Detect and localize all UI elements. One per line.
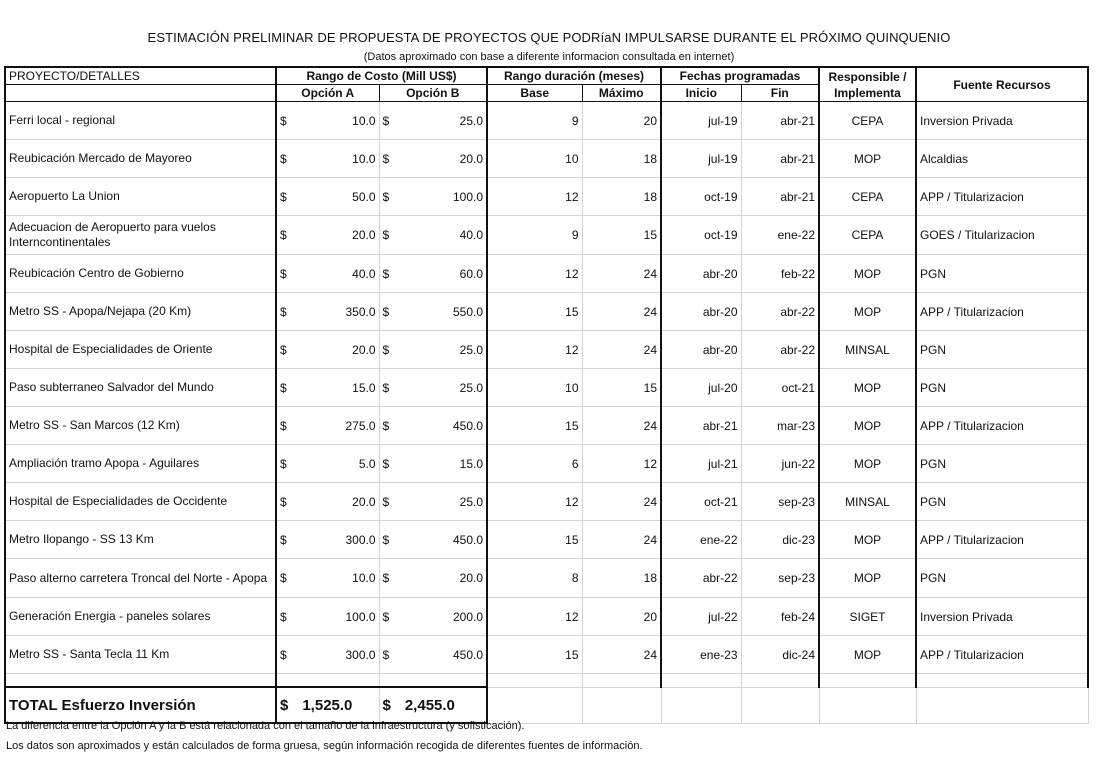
- table-row: [5, 559, 1088, 598]
- empty-cell: [819, 674, 916, 688]
- cost-option-b: [379, 483, 487, 521]
- funding-source: PGN: [916, 255, 1088, 293]
- date-start: jul-20: [661, 369, 741, 407]
- date-end: sep-23: [741, 483, 819, 521]
- duration-max: 24: [582, 636, 661, 674]
- project-name: Aeropuerto La Union: [5, 178, 276, 216]
- date-start: abr-20: [661, 331, 741, 369]
- funding-source: Alcaldias: [916, 140, 1088, 178]
- cost-option-a-value: 20.0: [352, 228, 376, 242]
- duration-max: 15: [582, 216, 661, 255]
- duration-max: 24: [582, 255, 661, 293]
- duration-max: 18: [582, 140, 661, 178]
- header-fuente: Fuente Recursos: [916, 67, 1088, 102]
- cost-option-b: [379, 369, 487, 407]
- funding-source: GOES / Titularizacion: [916, 216, 1088, 255]
- cost-option-b: [379, 331, 487, 369]
- cost-option-a-value: 5.0: [358, 456, 376, 471]
- responsible: MOP: [819, 445, 916, 483]
- funding-source: APP / Titularizacion: [916, 636, 1088, 674]
- table-row: [5, 483, 1088, 521]
- projects-table: [4, 66, 1089, 724]
- duration-base: 15: [487, 521, 582, 559]
- empty-cell: [916, 674, 1088, 688]
- cost-option-b: [379, 178, 487, 216]
- empty-cell: [661, 674, 741, 688]
- header-proyecto-sub: [5, 85, 276, 102]
- empty-cell: [916, 687, 1088, 723]
- empty-cell: [5, 674, 276, 688]
- currency-symbol: $: [280, 380, 287, 395]
- duration-base: 6: [487, 445, 582, 483]
- table-row: [5, 331, 1088, 369]
- duration-base: 8: [487, 559, 582, 598]
- cost-option-b: [379, 140, 487, 178]
- date-start: oct-19: [661, 178, 741, 216]
- cost-option-a: [276, 636, 379, 674]
- currency-symbol: $: [382, 647, 390, 662]
- cost-option-b-value: 200.0: [452, 609, 483, 624]
- currency-symbol: $: [280, 494, 287, 509]
- currency-symbol: $: [280, 113, 287, 128]
- project-name: Metro Ilopango - SS 13 Km: [5, 521, 276, 559]
- header-opcion-a: Opción A: [276, 85, 379, 102]
- cost-option-a: [276, 483, 379, 521]
- header-fechas: Fechas programadas: [661, 67, 819, 85]
- responsible: CEPA: [819, 178, 916, 216]
- currency-symbol: $: [280, 266, 287, 281]
- duration-base: 15: [487, 636, 582, 674]
- cost-option-a-value: 100.0: [345, 609, 376, 624]
- cost-option-a-value: 10.0: [352, 571, 376, 585]
- header-proyecto: PROYECTO/DETALLES: [5, 67, 276, 85]
- table-row: [5, 445, 1088, 483]
- date-end: dic-24: [741, 636, 819, 674]
- project-name: Reubicación Centro de Gobierno: [5, 255, 276, 293]
- date-end: abr-22: [741, 331, 819, 369]
- date-start: jul-22: [661, 598, 741, 636]
- cost-option-a: [276, 598, 379, 636]
- project-name: Hospital de Especialidades de Occidente: [5, 483, 276, 521]
- date-start: jul-19: [661, 140, 741, 178]
- table-row: [5, 636, 1088, 674]
- project-name: Metro SS - San Marcos (12 Km): [5, 407, 276, 445]
- currency-symbol: $: [280, 189, 287, 204]
- cost-option-a-value: 50.0: [352, 189, 376, 204]
- cost-option-b-value: 25.0: [459, 342, 483, 357]
- table-row: [5, 293, 1088, 331]
- duration-base: 12: [487, 483, 582, 521]
- currency-symbol: $: [280, 532, 287, 547]
- cost-option-b: [379, 521, 487, 559]
- duration-base: 12: [487, 255, 582, 293]
- total-option-b-value: 2,455.0: [404, 696, 455, 714]
- date-start: ene-23: [661, 636, 741, 674]
- table-row: [5, 140, 1088, 178]
- empty-cell: [582, 687, 661, 723]
- duration-max: 24: [582, 407, 661, 445]
- project-name: Reubicación Mercado de Mayoreo: [5, 140, 276, 178]
- currency-symbol: $: [280, 342, 287, 357]
- cost-option-b: [379, 255, 487, 293]
- cost-option-b-value: 20.0: [459, 571, 483, 585]
- date-start: jul-21: [661, 445, 741, 483]
- date-start: abr-21: [661, 407, 741, 445]
- responsible: MOP: [819, 559, 916, 598]
- cost-option-b: [379, 636, 487, 674]
- date-end: mar-23: [741, 407, 819, 445]
- total-option-b: [379, 687, 487, 723]
- table-row: [5, 255, 1088, 293]
- date-end: abr-22: [741, 293, 819, 331]
- currency-symbol: $: [382, 189, 390, 204]
- cost-option-a: [276, 293, 379, 331]
- cost-option-b-value: 15.0: [459, 456, 483, 471]
- duration-max: 18: [582, 559, 661, 598]
- currency-symbol: $: [382, 494, 390, 509]
- date-end: abr-21: [741, 102, 819, 140]
- project-name: Metro SS - Santa Tecla 11 Km: [5, 636, 276, 674]
- cost-option-b: [379, 407, 487, 445]
- cost-option-a: [276, 521, 379, 559]
- currency-symbol: $: [280, 151, 287, 166]
- total-option-a-value: 1,525.0: [302, 696, 353, 714]
- table-row: [5, 102, 1088, 140]
- date-start: ene-22: [661, 521, 741, 559]
- cost-option-b-value: 450.0: [452, 647, 483, 662]
- date-end: sep-23: [741, 559, 819, 598]
- duration-base: 9: [487, 102, 582, 140]
- currency-symbol: $: [382, 418, 390, 433]
- table-row: [5, 216, 1088, 255]
- currency-symbol: $: [280, 571, 287, 585]
- responsible: CEPA: [819, 102, 916, 140]
- currency-symbol: $: [382, 266, 390, 281]
- currency-symbol: $: [382, 456, 390, 471]
- note-1: La diferencia entre la Opción A y la B está relacionada con el tamaño de la infraestructura (y sofisticación).: [6, 720, 525, 732]
- cost-option-b-value: 100.0: [452, 189, 483, 204]
- funding-source: PGN: [916, 445, 1088, 483]
- project-name: Metro SS - Apopa/Nejapa (20 Km): [5, 293, 276, 331]
- duration-max: 15: [582, 369, 661, 407]
- duration-max: 20: [582, 102, 661, 140]
- cost-option-a: [276, 216, 379, 255]
- funding-source: Inversion Privada: [916, 102, 1088, 140]
- responsible: MOP: [819, 636, 916, 674]
- cost-option-b-value: 25.0: [459, 494, 483, 509]
- cost-option-b-value: 25.0: [459, 113, 483, 128]
- responsible: MOP: [819, 407, 916, 445]
- duration-max: 20: [582, 598, 661, 636]
- currency-symbol: $: [280, 418, 287, 433]
- responsible: SIGET: [819, 598, 916, 636]
- duration-base: 10: [487, 369, 582, 407]
- cost-option-b: [379, 102, 487, 140]
- cost-option-b: [379, 559, 487, 598]
- funding-source: APP / Titularizacion: [916, 293, 1088, 331]
- duration-max: 24: [582, 293, 661, 331]
- table-row: [5, 178, 1088, 216]
- cost-option-a-value: 20.0: [352, 342, 376, 357]
- empty-cell: [487, 674, 582, 688]
- duration-base: 9: [487, 216, 582, 255]
- date-start: abr-22: [661, 559, 741, 598]
- date-end: ene-22: [741, 216, 819, 255]
- cost-option-b: [379, 216, 487, 255]
- cost-option-a-value: 40.0: [352, 266, 376, 281]
- total-label: TOTAL Esfuerzo Inversión: [5, 687, 276, 723]
- project-name: Generación Energia - paneles solares: [5, 598, 276, 636]
- project-name: Ampliación tramo Apopa - Aguilares: [5, 445, 276, 483]
- cost-option-a-value: 15.0: [352, 380, 376, 395]
- cost-option-a: [276, 445, 379, 483]
- funding-source: PGN: [916, 369, 1088, 407]
- empty-cell: [582, 674, 661, 688]
- table-row: [5, 407, 1088, 445]
- cost-option-a-value: 20.0: [352, 494, 376, 509]
- empty-cell: [276, 674, 379, 688]
- currency-symbol: $: [280, 304, 287, 319]
- date-start: abr-20: [661, 255, 741, 293]
- empty-cell: [487, 687, 582, 723]
- cost-option-b-value: 60.0: [459, 266, 483, 281]
- empty-cell: [379, 674, 487, 688]
- currency-symbol: $: [280, 228, 287, 242]
- project-name: Paso alterno carretera Troncal del Norte - Apopa: [5, 559, 276, 598]
- header-opcion-b: Opción B: [379, 85, 487, 102]
- cost-option-a-value: 10.0: [352, 113, 376, 128]
- responsible: CEPA: [819, 216, 916, 255]
- empty-cell: [741, 687, 819, 723]
- cost-option-a: [276, 331, 379, 369]
- cost-option-a-value: 300.0: [345, 532, 376, 547]
- cost-option-a: [276, 255, 379, 293]
- cost-option-a: [276, 140, 379, 178]
- header-rango-duracion: Rango duración (meses): [487, 67, 661, 85]
- header-rango-costo: Rango de Costo (Mill US$): [276, 67, 487, 85]
- cost-option-b-value: 450.0: [452, 532, 483, 547]
- duration-base: 15: [487, 293, 582, 331]
- table-row: [5, 521, 1088, 559]
- project-name: Paso subterraneo Salvador del Mundo: [5, 369, 276, 407]
- duration-base: 12: [487, 331, 582, 369]
- responsible: MOP: [819, 255, 916, 293]
- header-responsable: Responsible / Implementa: [819, 67, 916, 102]
- duration-max: 24: [582, 521, 661, 559]
- responsible: MOP: [819, 140, 916, 178]
- currency-symbol: $: [280, 647, 287, 662]
- duration-base: 15: [487, 407, 582, 445]
- currency-symbol: $: [382, 532, 390, 547]
- header-fin: Fin: [741, 85, 819, 102]
- responsible: MOP: [819, 521, 916, 559]
- cost-option-a: [276, 559, 379, 598]
- table-row: [5, 369, 1088, 407]
- funding-source: APP / Titularizacion: [916, 178, 1088, 216]
- header-inicio: Inicio: [661, 85, 741, 102]
- funding-source: APP / Titularizacion: [916, 521, 1088, 559]
- duration-max: 24: [582, 331, 661, 369]
- date-end: dic-23: [741, 521, 819, 559]
- empty-cell: [661, 687, 741, 723]
- sheet-title: ESTIMACIÓN PRELIMINAR DE PROPUESTA DE PROYECTOS QUE PODRíaN IMPULSARSE DURANTE EL PRÓXIMO QUINQUENIO: [147, 30, 951, 45]
- cost-option-b: [379, 598, 487, 636]
- note-2: Los datos son aproximados y están calculados de forma gruesa, según información recogida de diferentes fuentes de información.: [6, 740, 643, 752]
- responsible: MOP: [819, 369, 916, 407]
- date-start: oct-21: [661, 483, 741, 521]
- currency-symbol: $: [382, 342, 390, 357]
- cost-option-a-value: 275.0: [345, 418, 376, 433]
- currency-symbol: $: [280, 609, 287, 624]
- cost-option-a: [276, 407, 379, 445]
- date-end: oct-21: [741, 369, 819, 407]
- cost-option-b-value: 20.0: [459, 151, 483, 166]
- total-option-a: [276, 687, 379, 723]
- cost-option-b: [379, 293, 487, 331]
- header-row-1: [5, 67, 1088, 85]
- cost-option-a: [276, 178, 379, 216]
- date-end: jun-22: [741, 445, 819, 483]
- date-end: abr-21: [741, 140, 819, 178]
- currency-symbol: $: [382, 571, 390, 585]
- currency-symbol: $: [280, 456, 287, 471]
- funding-source: APP / Titularizacion: [916, 407, 1088, 445]
- currency-symbol: $: [382, 228, 390, 242]
- duration-max: 18: [582, 178, 661, 216]
- total-row: [5, 687, 1088, 723]
- cost-option-a: [276, 369, 379, 407]
- responsible: MINSAL: [819, 483, 916, 521]
- date-end: feb-22: [741, 255, 819, 293]
- table-row: [5, 598, 1088, 636]
- date-start: oct-19: [661, 216, 741, 255]
- header-maximo: Máximo: [582, 85, 661, 102]
- cost-option-b-value: 40.0: [459, 228, 483, 242]
- currency-symbol: $: [382, 609, 390, 624]
- currency-symbol: $: [382, 113, 390, 128]
- currency-symbol: $: [382, 304, 390, 319]
- duration-base: 10: [487, 140, 582, 178]
- project-name: Adecuacion de Aeropuerto para vuelos Interncontinentales: [5, 216, 276, 255]
- date-end: feb-24: [741, 598, 819, 636]
- cost-option-b-value: 450.0: [452, 418, 483, 433]
- currency-symbol: $: [382, 151, 390, 166]
- spacer-row: [5, 674, 1088, 688]
- cost-option-b-value: 550.0: [452, 304, 483, 319]
- duration-base: 12: [487, 598, 582, 636]
- project-name: Ferri local - regional: [5, 102, 276, 140]
- funding-source: Inversion Privada: [916, 598, 1088, 636]
- empty-cell: [741, 674, 819, 688]
- cost-option-a-value: 350.0: [345, 304, 376, 319]
- currency-symbol: $: [382, 380, 390, 395]
- currency-symbol: $: [382, 696, 391, 714]
- currency-symbol: $: [280, 696, 289, 714]
- empty-cell: [819, 687, 916, 723]
- cost-option-b: [379, 445, 487, 483]
- funding-source: PGN: [916, 559, 1088, 598]
- cost-option-b-value: 25.0: [459, 380, 483, 395]
- duration-max: 12: [582, 445, 661, 483]
- date-start: jul-19: [661, 102, 741, 140]
- header-base: Base: [487, 85, 582, 102]
- duration-base: 12: [487, 178, 582, 216]
- duration-max: 24: [582, 483, 661, 521]
- date-start: abr-20: [661, 293, 741, 331]
- cost-option-a: [276, 102, 379, 140]
- funding-source: PGN: [916, 331, 1088, 369]
- cost-option-a-value: 300.0: [345, 647, 376, 662]
- project-name: Hospital de Especialidades de Oriente: [5, 331, 276, 369]
- responsible: MOP: [819, 293, 916, 331]
- funding-source: PGN: [916, 483, 1088, 521]
- cost-option-a-value: 10.0: [352, 151, 376, 166]
- sheet-subtitle: (Datos aproximado con base a diferente informacion consultada en internet): [363, 51, 735, 63]
- date-end: abr-21: [741, 178, 819, 216]
- responsible: MINSAL: [819, 331, 916, 369]
